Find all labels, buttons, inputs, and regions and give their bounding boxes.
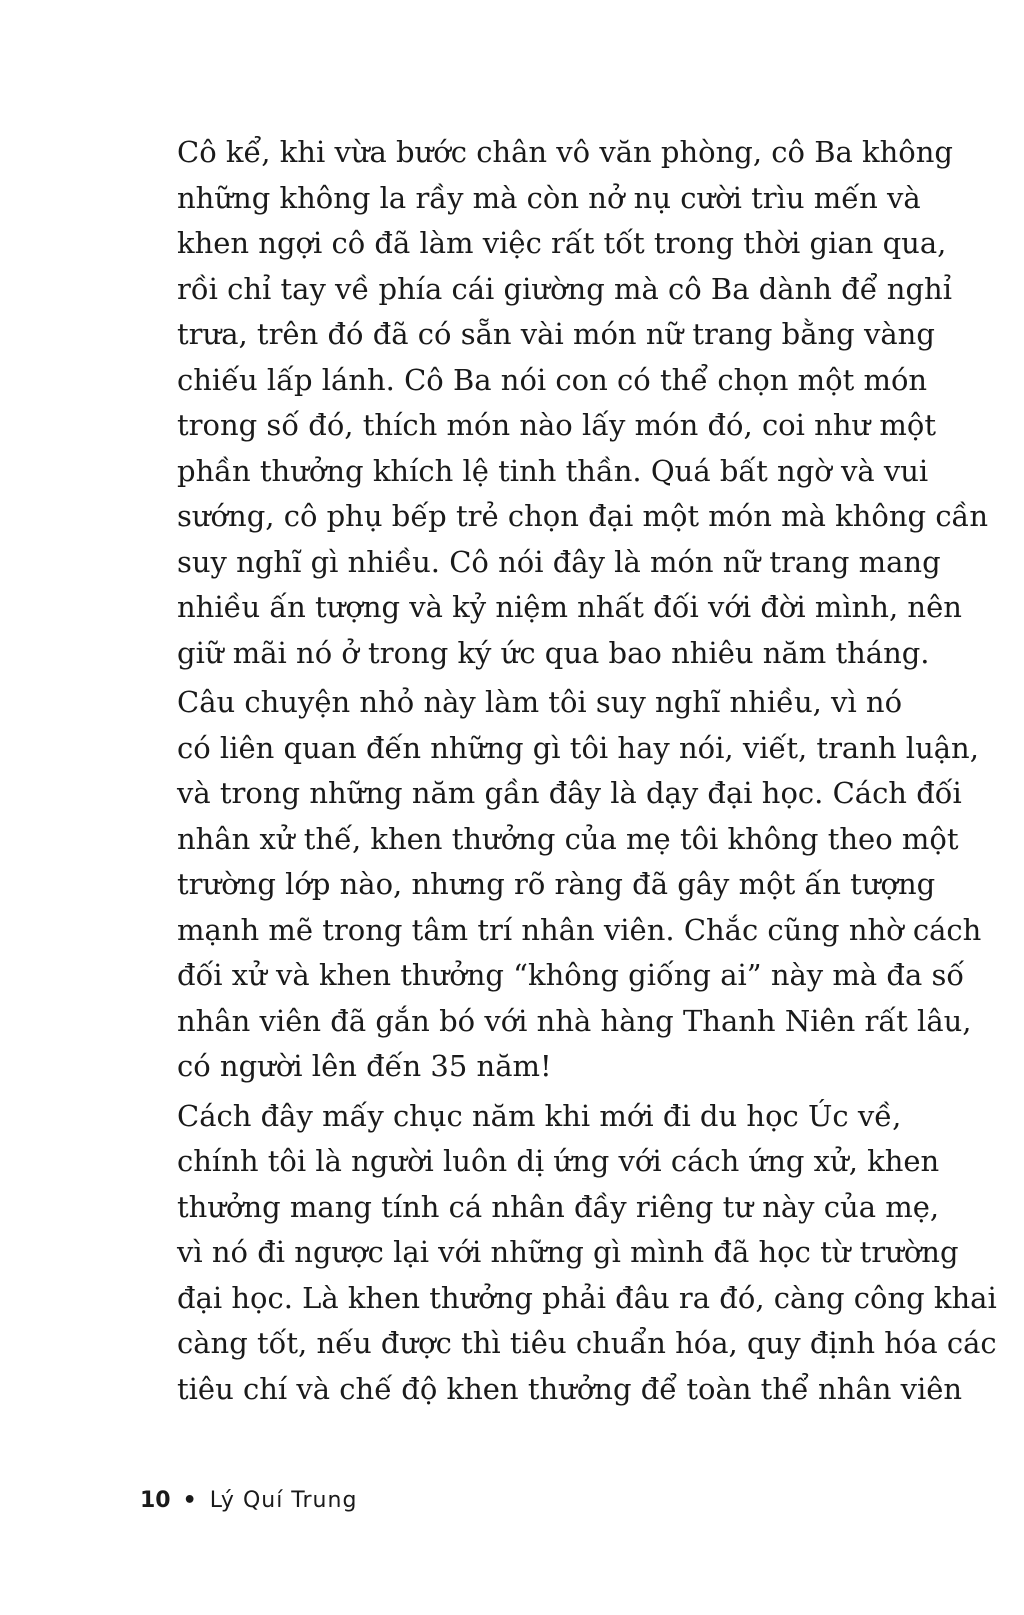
text-line: trường lớp nào, nhưng rõ ràng đã gây một ấn tượng bbox=[177, 867, 936, 901]
page-footer bbox=[140, 1488, 357, 1513]
text-line: phần thưởng khích lệ tinh thần. Quá bất ngờ và vui bbox=[177, 453, 929, 488]
text-line: Cách đây mấy chục năm khi mới đi du học Úc về, bbox=[177, 1098, 902, 1133]
paragraph-3 bbox=[140, 1094, 997, 1413]
text-line: có người lên đến 35 năm! bbox=[177, 1049, 552, 1083]
text-line: có liên quan đến những gì tôi hay nói, viết, tranh luận, bbox=[177, 730, 979, 765]
text-line: càng tốt, nếu được thì tiêu chuẩn hóa, quy định hóa các bbox=[177, 1326, 997, 1360]
text-line: rồi chỉ tay về phía cái giường mà cô Ba dành để nghỉ bbox=[177, 271, 952, 306]
text-line: Cô kể, khi vừa bước chân vô văn phòng, cô Ba không bbox=[177, 135, 953, 169]
text-line: sướng, cô phụ bếp trẻ chọn đại một món mà không cần bbox=[177, 499, 989, 533]
text-line: nhân xử thế, khen thưởng của mẹ tôi không theo một bbox=[177, 821, 959, 856]
text-line: nhiều ấn tượng và kỷ niệm nhất đối với đời mình, nên bbox=[177, 590, 962, 624]
text-line: suy nghĩ gì nhiều. Cô nói đây là món nữ trang mang bbox=[177, 544, 941, 579]
text-line: đại học. Là khen thưởng phải đâu ra đó, càng công khai bbox=[177, 1280, 997, 1315]
text-line: đối xử và khen thưởng “không giống ai” này mà đa số bbox=[177, 958, 965, 992]
page-number: 10 bbox=[140, 1488, 171, 1513]
text-line: mạnh mẽ trong tâm trí nhân viên. Chắc cũng nhờ cách bbox=[177, 912, 982, 947]
text-line: nhân viên đã gắn bó với nhà hàng Thanh Niên rất lâu, bbox=[177, 1003, 972, 1038]
text-line: giữ mãi nó ở trong ký ức qua bao nhiêu năm tháng. bbox=[177, 635, 930, 670]
text-line: chiếu lấp lánh. Cô Ba nói con có thể chọn một món bbox=[177, 362, 928, 397]
text-line: và trong những năm gần đây là dạy đại học. Cách đối bbox=[177, 776, 962, 810]
footer-separator: • bbox=[182, 1488, 198, 1513]
text-line: Câu chuyện nhỏ này làm tôi suy nghĩ nhiều, vì nó bbox=[177, 685, 903, 719]
text-line: trưa, trên đó đã có sẵn vài món nữ trang bằng vàng bbox=[177, 317, 935, 351]
body-text bbox=[140, 130, 997, 1416]
paragraph-2 bbox=[140, 680, 982, 1090]
text-line: trong số đó, thích món nào lấy món đó, coi như một bbox=[177, 408, 936, 442]
paragraph-1 bbox=[140, 130, 989, 676]
text-line: tiêu chí và chế độ khen thưởng để toàn thể nhân viên bbox=[177, 1371, 963, 1406]
text-line: khen ngợi cô đã làm việc rất tốt trong thời gian qua, bbox=[177, 226, 947, 260]
text-line: chính tôi là người luôn dị ứng với cách ứng xử, khen bbox=[177, 1144, 940, 1178]
text-line: những không la rầy mà còn nở nụ cười trìu mến và bbox=[177, 180, 921, 215]
text-line: vì nó đi ngược lại với những gì mình đã học từ trường bbox=[177, 1235, 959, 1269]
text-line: thưởng mang tính cá nhân đầy riêng tư này của mẹ, bbox=[177, 1189, 940, 1224]
author-name: Lý Quí Trung bbox=[209, 1488, 358, 1513]
